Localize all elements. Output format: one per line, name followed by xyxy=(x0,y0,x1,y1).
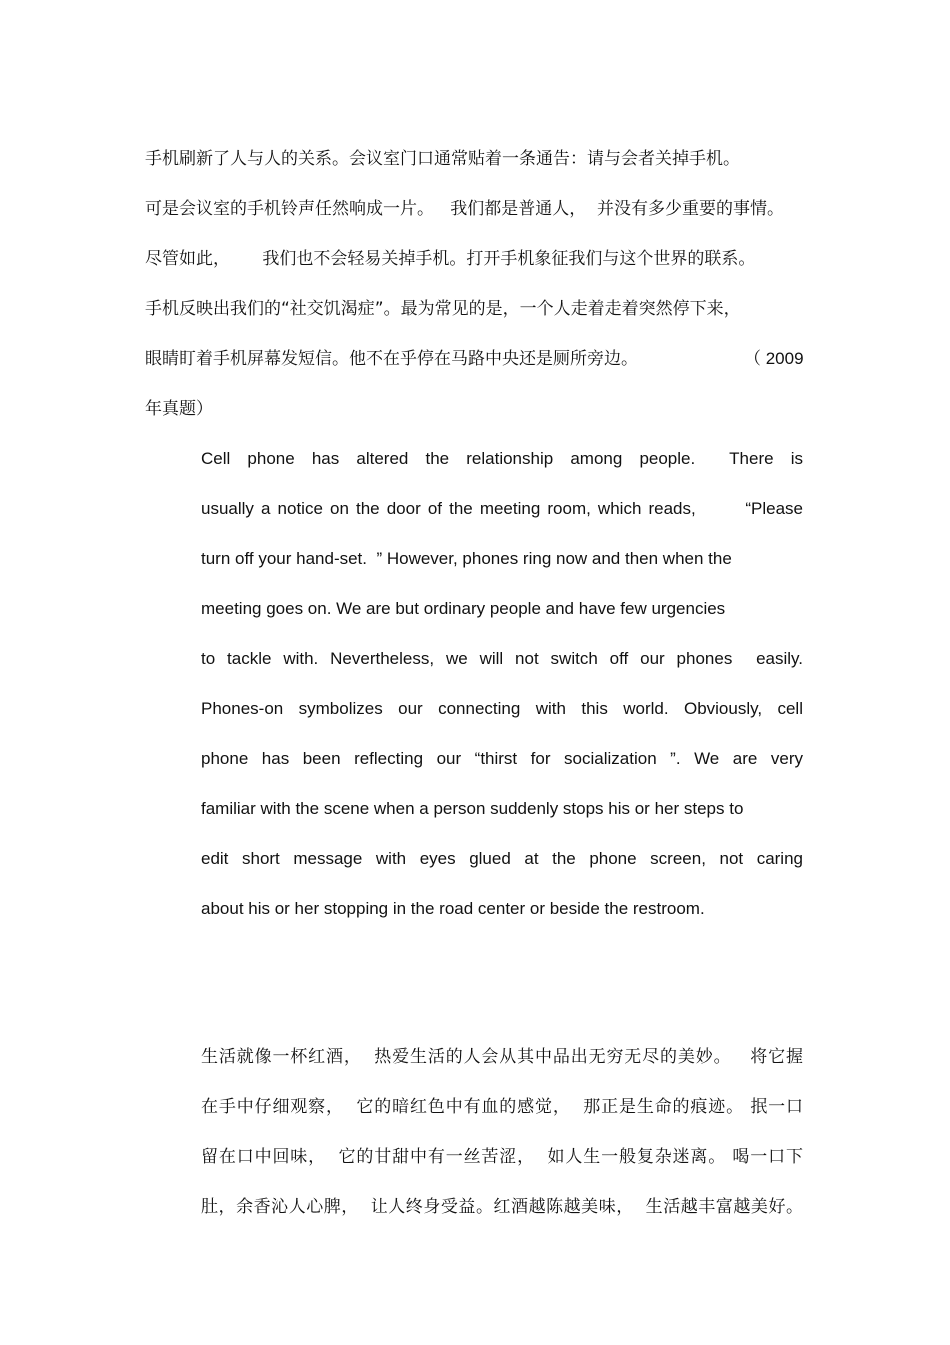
english-line-3: turn off your hand-set. ” However, phones ring now and then when the xyxy=(201,549,732,568)
second-line-1: 生活就像一杯红酒， 热爱生活的人会从其中品出无穷无尽的美妙。 将它握 xyxy=(201,1047,803,1067)
english-line-7: phone has been reflecting our “thirst for socialization ”. We are very xyxy=(201,749,803,768)
second-line-3: 留在口中回味， 它的甘甜中有一丝苦涩， 如人生一般复杂迷离。 喝一口下 xyxy=(201,1147,803,1167)
english-line-9: edit short message with eyes glued at the phone screen, not caring xyxy=(201,849,803,868)
second-line-2: 在手中仔细观察， 它的暗红色中有血的感觉， 那正是生命的痕迹。 抿一口 xyxy=(201,1097,803,1117)
english-line-10: about his or her stopping in the road center or beside the restroom. xyxy=(201,899,705,918)
chinese-line-2: 可是会议室的手机铃声任然响成一片。 我们都是普通人， 并没有多少重要的事情。 xyxy=(145,199,785,219)
year-note: （ 2009 xyxy=(744,349,804,368)
english-line-4: meeting goes on. We are but ordinary people and have few urgencies xyxy=(201,599,726,618)
chinese-line-4: 手机反映出我们的“社交饥渴症”。最为常见的是，一个人走着走着突然停下来， xyxy=(145,299,741,319)
english-line-2: usually a notice on the door of the meeting room, which reads, “Please xyxy=(201,499,803,518)
english-line-6: Phones-on symbolizes our connecting with this world. Obviously, cell xyxy=(201,699,803,718)
english-line-8: familiar with the scene when a person suddenly stops his or her steps to xyxy=(201,799,744,818)
chinese-line-5: 眼睛盯着手机屏幕发短信。他不在乎停在马路中央还是厕所旁边。 xyxy=(145,349,638,369)
second-line-4: 肚，余香沁人心脾， 让人终身受益。红酒越陈越美味， 生活越丰富越美好。 xyxy=(201,1197,803,1217)
english-line-1: Cell phone has altered the relationship among people. There is xyxy=(201,449,803,468)
english-line-5: to tackle with. Nevertheless, we will not switch off our phones easily. xyxy=(201,649,803,668)
chinese-line-6: 年真题） xyxy=(145,399,213,419)
chinese-line-1: 手机刷新了人与人的关系。会议室门口通常贴着一条通告：请与会者关掉手机。 xyxy=(145,149,740,169)
chinese-line-3: 尽管如此， 我们也不会轻易关掉手机。打开手机象征我们与这个世界的联系。 xyxy=(145,249,756,269)
